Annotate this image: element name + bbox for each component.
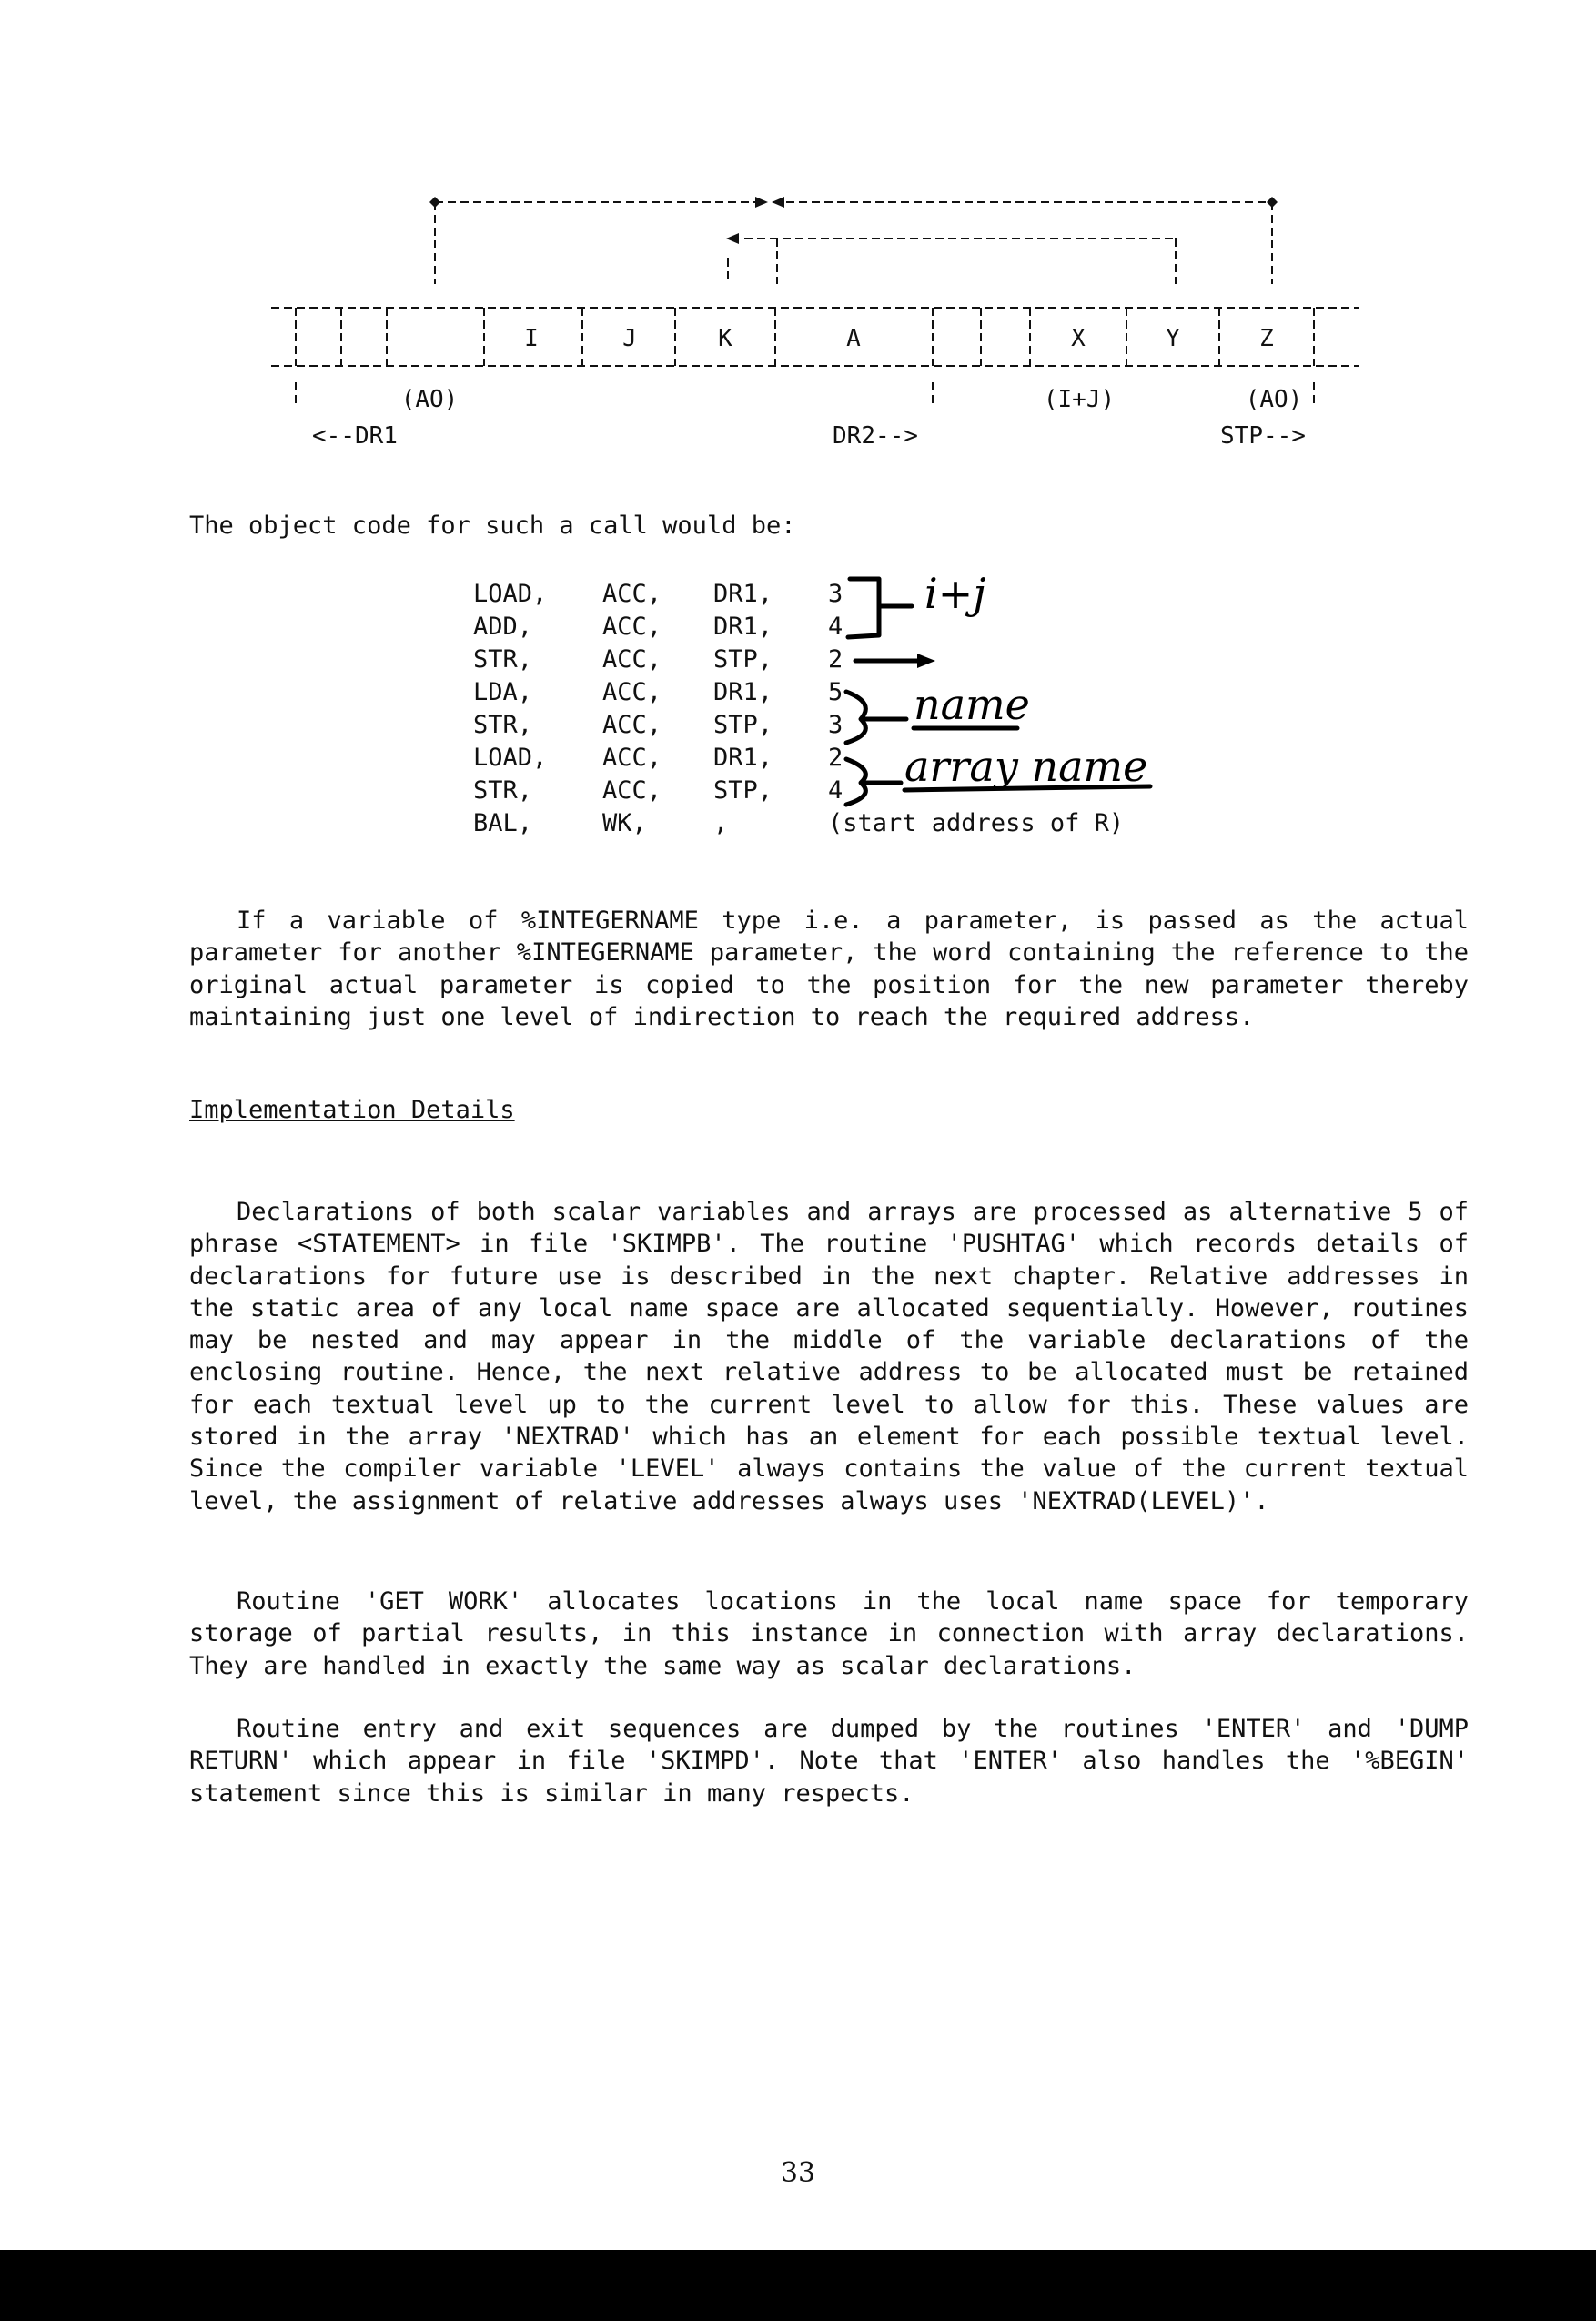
code-reg: ACC, — [602, 775, 662, 805]
code-base: STP, — [713, 710, 773, 739]
code-reg: ACC, — [602, 612, 662, 641]
code-reg: ACC, — [602, 677, 662, 706]
label-dr1: <--DR1 — [312, 422, 398, 450]
code-op: BAL, — [473, 808, 533, 837]
code-op: ADD, — [473, 612, 533, 641]
scan-border — [0, 2250, 1596, 2321]
code-disp: 3 — [828, 579, 843, 608]
code-row — [473, 806, 1192, 839]
cell-y: Y — [1166, 325, 1180, 352]
code-disp: 5 — [828, 677, 843, 706]
label-ao-right: (AO) — [1245, 386, 1303, 413]
code-base: , — [713, 808, 729, 837]
code-disp: (start address of R) — [828, 808, 1125, 837]
cell-i: I — [524, 325, 539, 352]
code-base: DR1, — [713, 743, 773, 772]
code-disp: 4 — [828, 775, 843, 805]
code-reg: ACC, — [602, 710, 662, 739]
section-heading: Implementation Details — [189, 1096, 515, 1124]
stack-frame-diagram — [0, 0, 1596, 473]
code-row — [473, 610, 1192, 643]
code-op: STR, — [473, 775, 533, 805]
code-row — [473, 741, 1192, 774]
cell-z: Z — [1259, 325, 1274, 352]
page-number: 33 — [780, 2157, 816, 2189]
annotation-i-plus-j: i+j — [924, 569, 986, 618]
code-op: STR, — [473, 644, 533, 674]
code-disp: 4 — [828, 612, 843, 641]
intro-text: The object code for such a call would be: — [189, 512, 796, 540]
label-stp: STP--> — [1220, 422, 1306, 450]
code-base: STP, — [713, 644, 773, 674]
code-disp: 2 — [828, 644, 843, 674]
code-base: DR1, — [713, 677, 773, 706]
code-row — [473, 774, 1192, 806]
code-base: STP, — [713, 775, 773, 805]
label-ao-left: (AO) — [400, 386, 459, 413]
annotation-array-name: array name — [904, 742, 1148, 791]
code-row — [473, 675, 1192, 708]
code-base: DR1, — [713, 612, 773, 641]
paragraph-integername: If a variable of %INTEGERNAME type i.e. a parameter, is passed as the actual parameter for another %INTEGERNAME parameter, the word containing the reference to the original actual parameter is copied to the position for the new parameter thereby maintaining just one level of indirection to reach the required address. — [189, 907, 1469, 1031]
paragraph-get-work: Routine 'GET WORK' allocates locations in the local name space for temporary storage of partial results, in this instance in connection with array declarations. They are handled in exactly the same way as scalar declarations. — [189, 1587, 1469, 1680]
annotation-name: name — [914, 680, 1030, 729]
label-dr2: DR2--> — [833, 422, 918, 450]
code-op: LDA, — [473, 677, 533, 706]
code-disp: 3 — [828, 710, 843, 739]
cell-j: J — [622, 325, 637, 352]
code-op: LOAD, — [473, 579, 548, 608]
cell-a: A — [846, 325, 861, 352]
code-base: DR1, — [713, 579, 773, 608]
paragraph-declarations: Declarations of both scalar variables and arrays are processed as alternative 5 of phrase <STATEMENT> in file 'SKIMPB'. The routine 'PUSHTAG' which records details of declarations for future use is described in the next chapter. Relative addresses in the static area of any local name space are allocated sequentially. However, routines may be nested and may appear in the middle of the variable declarations of the enclosing routine. Hence, the next relative address to be allocated must be retained for each textual level up to the current level to allow for this. These values are stored in the array 'NEXTRAD' which has an element for each possible textual level. Since the compiler variable 'LEVEL' always contains the value of the current textual level, the assignment of relative addresses always uses 'NEXTRAD(LEVEL)'. — [189, 1198, 1469, 1515]
code-reg: ACC, — [602, 644, 662, 674]
cell-x: X — [1071, 325, 1086, 352]
code-row — [473, 643, 1192, 675]
code-row — [473, 577, 1192, 610]
code-op: LOAD, — [473, 743, 548, 772]
code-reg: WK, — [602, 808, 647, 837]
label-i-plus-j: (I+J) — [1043, 386, 1116, 413]
object-code-listing — [473, 577, 1192, 839]
code-disp: 2 — [828, 743, 843, 772]
code-op: STR, — [473, 710, 533, 739]
code-reg: ACC, — [602, 743, 662, 772]
paragraph-enter-return: Routine entry and exit sequences are dumped by the routines 'ENTER' and 'DUMP RETURN' which appear in file 'SKIMPD'. Note that 'ENTER' also handles the '%BEGIN' statement since this is similar in many respects. — [189, 1715, 1469, 1808]
cell-k: K — [718, 325, 732, 352]
code-reg: ACC, — [602, 579, 662, 608]
code-row — [473, 708, 1192, 741]
